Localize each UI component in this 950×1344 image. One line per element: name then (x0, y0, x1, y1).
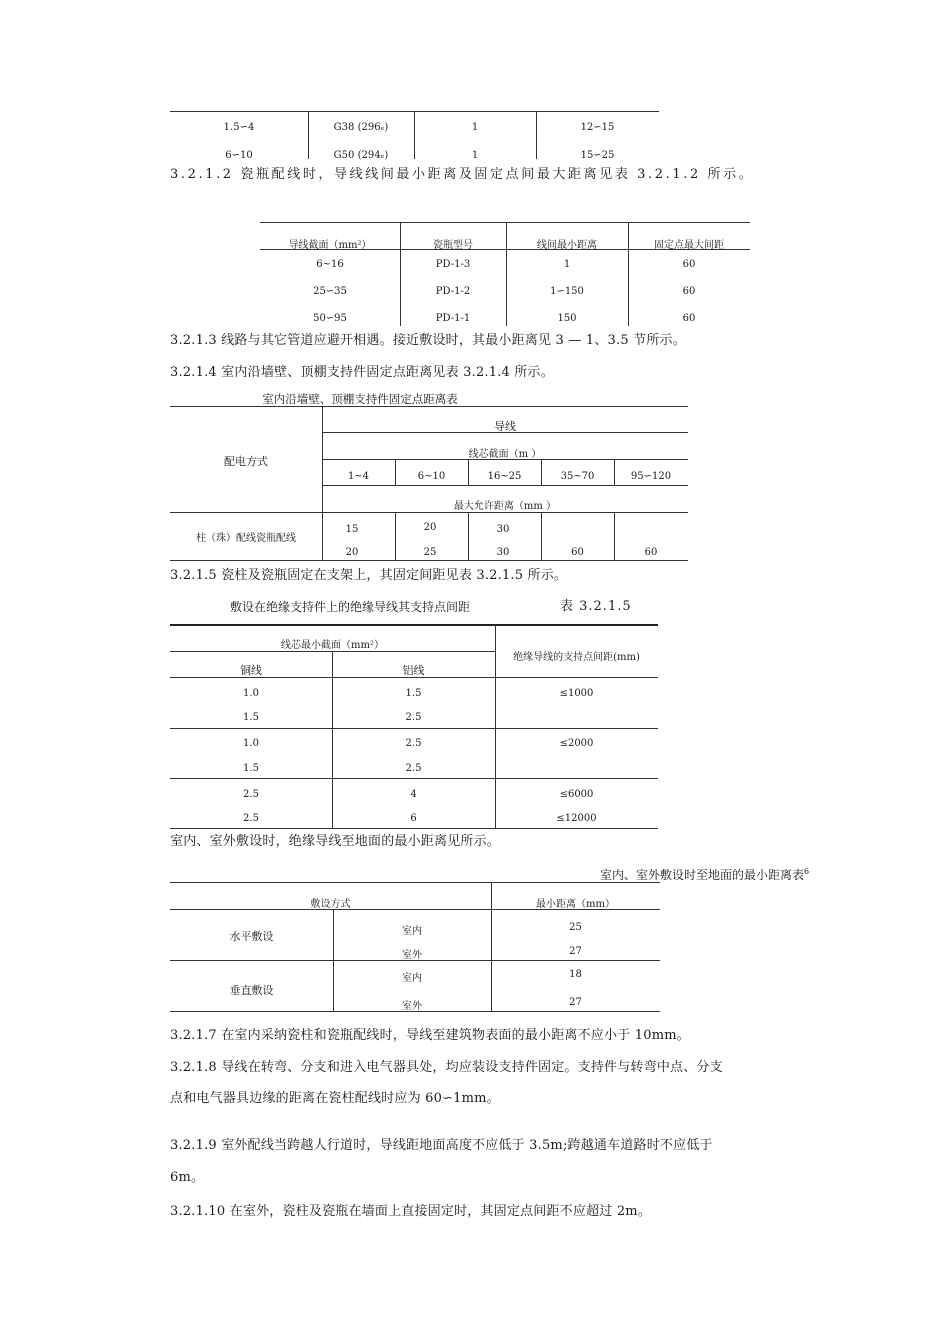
table-cell: 60 (682, 259, 696, 270)
table-cell: 1.5 (243, 712, 259, 723)
table-cell: 1∽150 (550, 286, 584, 297)
paragraph-3-2-1-4: 3.2.1.4 室内沿墙壁、顶棚支持件固定点距离见表 3.2.1.4 所示。 (170, 365, 554, 380)
table-cell: ≤12000 (556, 813, 597, 824)
table-cell: 室内 (402, 926, 422, 937)
table-cell: 20 (423, 522, 437, 533)
row-label: 水平敷设 (229, 930, 274, 943)
dist-header: 最大允许距离（mm ） (453, 501, 557, 512)
paragraph-3-2-1-9-line2: 6m。 (170, 1170, 205, 1185)
table-cell: 27 (569, 946, 582, 957)
table-cell: 15∽25 (580, 150, 615, 161)
table-cell: G50 (294ₑ) (333, 150, 389, 161)
column-header: 线间最小距离 (537, 240, 597, 251)
table-cell: PD-1-2 (435, 286, 471, 297)
table-cell: 室内 (402, 973, 422, 984)
table-number: 表 3.2.1.5 (560, 599, 632, 614)
paragraph-ground-distance: 室内、室外敷设时，绝缘导线至地面的最小距离见所示。 (170, 834, 501, 849)
table-cell: PD-1-3 (435, 259, 471, 270)
column-header: 导线截面（mm²） (288, 240, 372, 251)
column-header: 敷设方式 (310, 899, 351, 910)
table-cell: 6 (410, 813, 417, 824)
column-header: 最小距离（mm） (536, 899, 615, 910)
paragraph-3-2-1-2: 3.2.1.2 瓷瓶配线时，导线线间最小距离及固定点间最大距离见表 3.2.1.2 所示。 (170, 167, 755, 182)
group-header: 线芯最小截面（mm²） (281, 640, 384, 651)
table-cell: 6∽10 (225, 150, 253, 161)
table-cell: 60 (644, 547, 658, 558)
row-label: 柱（珠）配线瓷瓶配线 (196, 533, 296, 544)
table-cell: 60 (682, 313, 696, 324)
table-cell: 室外 (402, 1001, 422, 1012)
size-cell: 16~25 (487, 471, 522, 482)
table-cell: 1 (563, 259, 571, 270)
table-cell: 2.5 (405, 738, 422, 749)
table-title (600, 866, 809, 883)
column-header: 铝线 (402, 664, 425, 677)
table-cell: 2.5 (405, 763, 422, 774)
table-cell: 15 (345, 524, 359, 535)
table-cell: ≤6000 (559, 789, 594, 800)
row-label: 垂直敷设 (229, 984, 274, 997)
table-cell: 4 (410, 789, 417, 800)
size-cell: 6~10 (417, 471, 446, 482)
table-cell: 2.5 (405, 712, 422, 723)
table-cell: 25 (569, 922, 582, 933)
table-cell: 30 (496, 524, 510, 535)
table-cell: 1.5 (405, 688, 422, 699)
size-cell: 35~70 (560, 471, 595, 482)
sub-header: 线芯截面（m ） (468, 449, 542, 460)
column-header: 固定点最大间距 (654, 240, 724, 251)
column-header: 绝缘导线的支持点间距(mm) (513, 652, 640, 663)
table-cell: 室外 (402, 950, 422, 961)
table-cell: PD-1-1 (435, 313, 471, 324)
table-cell: G38 (296ₑ) (333, 122, 389, 133)
paragraph-3-2-1-5: 3.2.1.5 瓷柱及瓷瓶固定在支架上，其固定间距见表 3.2.1.5 所示。 (170, 568, 568, 583)
table-cell: ≤2000 (559, 738, 594, 749)
table-cell: 50∽95 (313, 313, 347, 324)
table-cell: 1 (471, 122, 479, 133)
paragraph-3-2-1-10: 3.2.1.10 在室外，瓷柱及瓷瓶在墙面上直接固定时，其固定点间距不应超过 2m。 (170, 1204, 652, 1219)
table-cell: 150 (557, 313, 577, 324)
table-cell: 2.5 (243, 789, 259, 800)
paragraph-3-2-1-9-line1: 3.2.1.9 室外配线当跨越人行道时，导线距地面高度不应低于 3.5m;跨越通车道路时不应低于 (170, 1138, 713, 1153)
table-title: 敷设在绝缘支持件上的绝缘导线其支持点间距 (230, 600, 471, 614)
column-header: 铜线 (240, 664, 262, 677)
group-header: 导线 (494, 420, 516, 433)
paragraph-3-2-1-7: 3.2.1.7 在室内采纳瓷柱和瓷瓶配线时，导线至建筑物表面的最小距离不应小于 10mm。 (170, 1028, 690, 1043)
table-cell: 30 (496, 547, 510, 558)
paragraph-3-2-1-8-line2: 点和电气器具边缘的距离在瓷柱配线时应为 60∽1mm。 (170, 1091, 500, 1106)
table-cell: 18 (569, 969, 582, 980)
size-cell: 95∽120 (630, 471, 672, 482)
table-cell: 20 (345, 547, 359, 558)
table-cell: 2.5 (243, 813, 259, 824)
table-cell: 1.5 (243, 763, 259, 774)
table-cell: 6~16 (316, 259, 344, 270)
table-title: 室内沿墙壁、顶棚支持件固定点距离表 (262, 392, 458, 406)
table-cell: 1.5∽4 (223, 122, 255, 133)
table-title-text: 室内、室外敷设时至地面的最小距离表 (600, 868, 805, 882)
table-cell: 60 (682, 286, 696, 297)
table-cell: 25 (423, 547, 437, 558)
table-cell: ≤1000 (559, 688, 594, 699)
table-cell: 27 (569, 997, 582, 1008)
table-cell: 60 (571, 547, 584, 558)
size-cell: 1~4 (347, 471, 370, 482)
paragraph-3-2-1-8-line1: 3.2.1.8 导线在转弯、分支和进入电气器具处，均应装设支持件固定。支持件与转弯中点、分支 (170, 1060, 723, 1075)
row-header: 配电方式 (224, 455, 268, 468)
table-cell: 1.0 (243, 688, 259, 699)
paragraph-3-2-1-3: 3.2.1.3 线路与其它管道应避开相遇。接近敷设时，其最小距离见 3 — 1、3.5 节所示。 (170, 333, 686, 348)
table-title-sup: 6 (804, 867, 810, 876)
table-cell: 12∽15 (580, 122, 615, 133)
table-cell: 1.0 (243, 738, 259, 749)
column-header: 瓷瓶型号 (433, 240, 473, 251)
table-cell: 25∽35 (313, 286, 347, 297)
table-cell: 1 (471, 150, 479, 161)
